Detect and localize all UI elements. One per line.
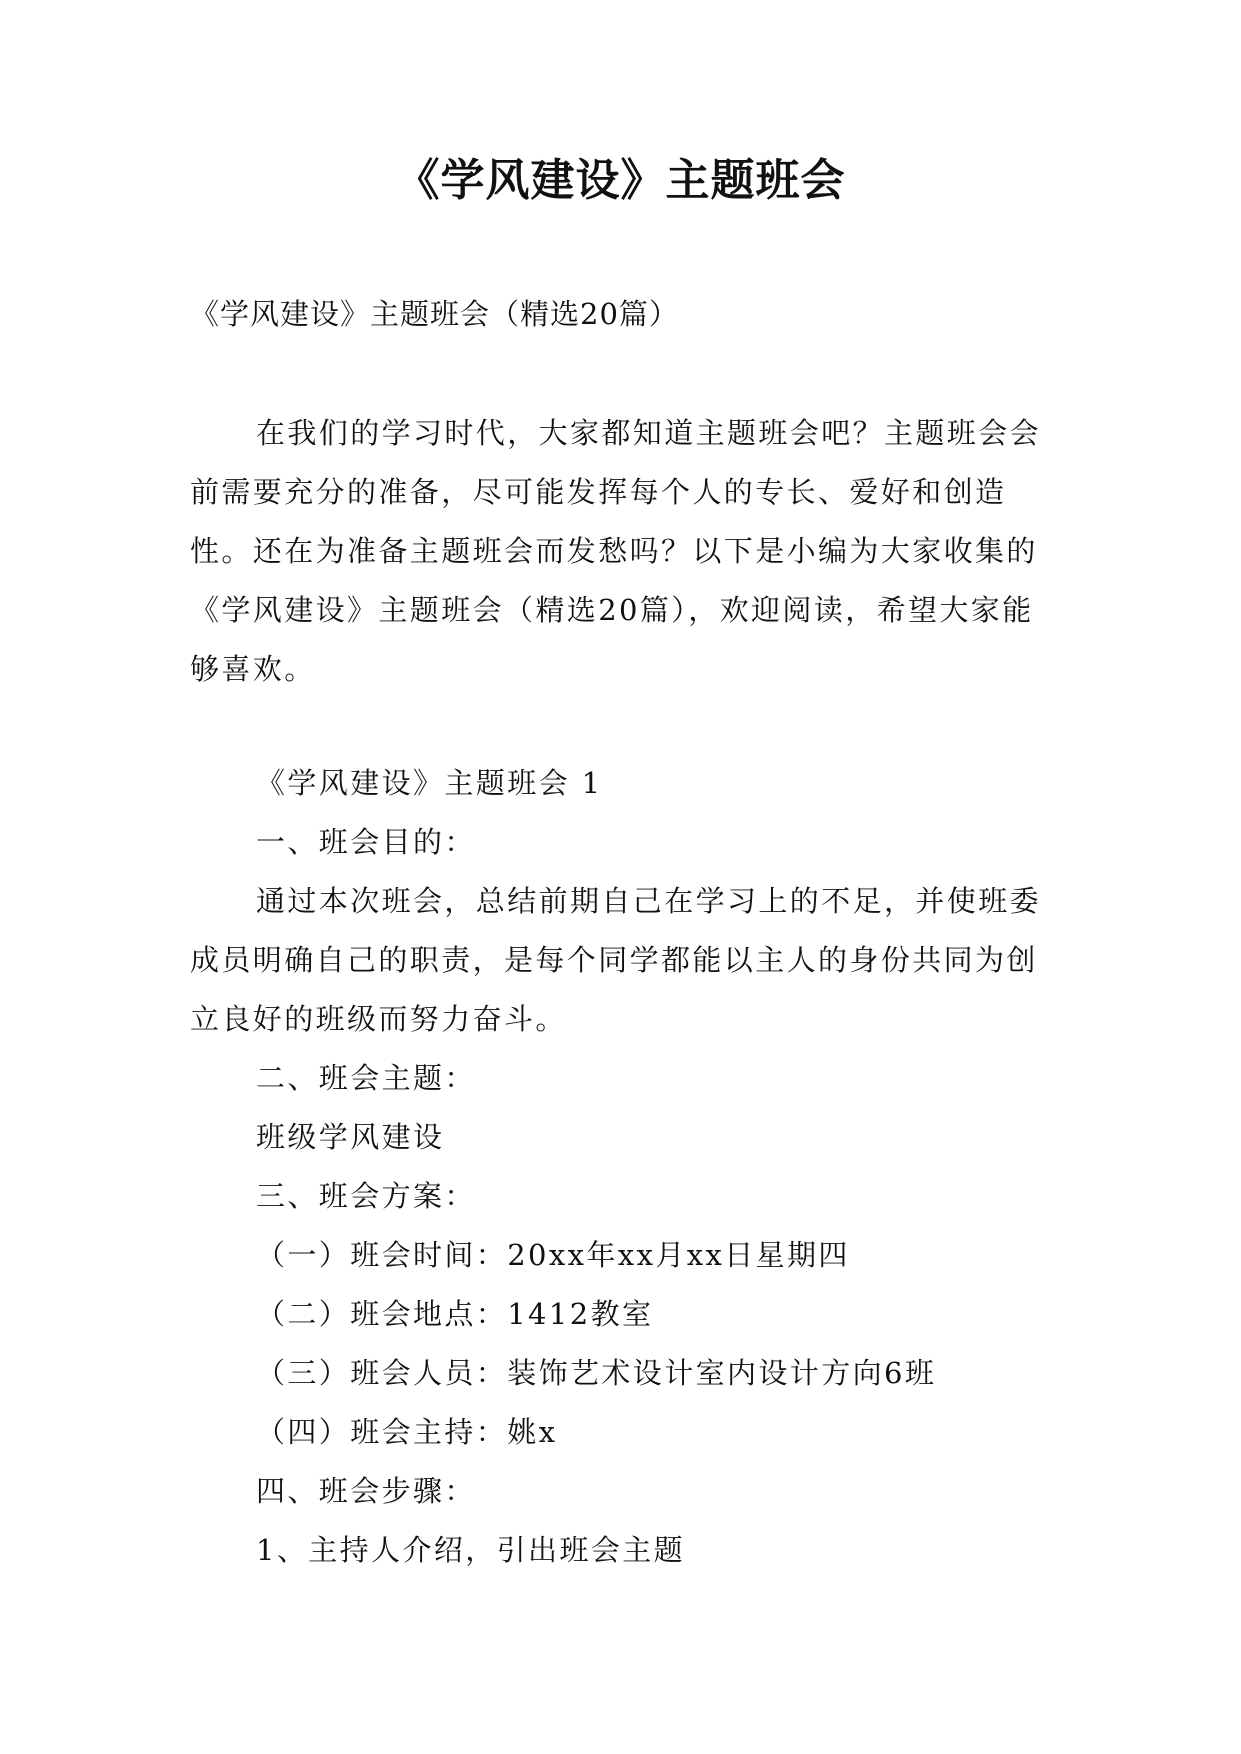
steps-heading: 四、班会步骤：: [256, 1474, 476, 1508]
purpose-paragraph: 通过本次班会，总结前期自己在学习上的不足，并使班委成员明确自己的职责，是每个同学都能以主人的身份共同为创立良好的班级而努力奋斗。: [190, 884, 1042, 1036]
document-title: 《学风建设》主题班会: [395, 155, 846, 206]
section-1: [190, 754, 1060, 1580]
theme-text: 班级学风建设: [256, 1120, 445, 1154]
purpose-heading: 一、班会目的：: [256, 825, 476, 859]
section-heading: 《学风建设》主题班会 1: [256, 766, 603, 800]
plan-item-time: （一）班会时间：20xx年xx月xx日星期四: [256, 1238, 850, 1272]
intro-paragraph-block: [190, 404, 1060, 699]
document-subtitle: 《学风建设》主题班会（精选20篇）: [190, 297, 679, 331]
plan-item-location: （二）班会地点：1412教室: [256, 1297, 654, 1331]
plan-item-participants: （三）班会人员：装饰艺术设计室内设计方向6班: [256, 1356, 937, 1390]
intro-paragraph: 在我们的学习时代，大家都知道主题班会吧？主题班会会前需要充分的准备，尽可能发挥每个人的专长、爱好和创造性。还在为准备主题班会而发愁吗？以下是小编为大家收集的《学风建设》主题班会（精选20篇），欢迎阅读，希望大家能够喜欢。: [190, 416, 1042, 686]
theme-heading: 二、班会主题：: [256, 1061, 476, 1095]
plan-item-host: （四）班会主持：姚x: [256, 1415, 558, 1449]
plan-heading: 三、班会方案：: [256, 1179, 476, 1213]
step-item: 1、主持人介绍，引出班会主题: [256, 1533, 686, 1567]
